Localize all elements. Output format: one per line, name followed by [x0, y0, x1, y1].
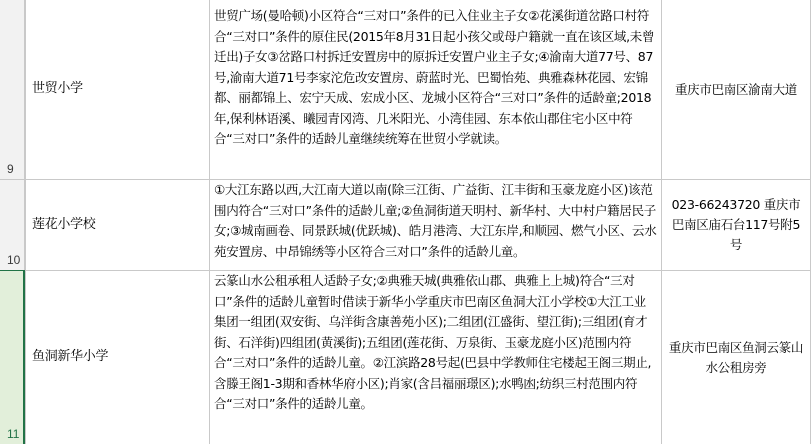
enrollment-area-cell[interactable]: ①大江东路以西,大江南大道以南(除三江街、广益街、江丰街和玉豪龙庭小区)该范围内符合“三对口”条件的适龄儿童;②鱼洞街道天明村、新华村、大中村户籍居民子女;③城南画卷、同景跃城(优跃城)、皓月港湾、大江东岸,和顺园、燃气小区、云水苑安置房、中昂锦绣等小区符合三对口”条件的适龄儿童。: [214, 182, 657, 259]
row-header-11[interactable]: [0, 271, 25, 444]
row-header-9[interactable]: [0, 0, 25, 179]
school-name-cell[interactable]: 世贸小学: [32, 81, 83, 97]
enrollment-area-cell[interactable]: 世贸广场(曼哈顿)小区符合“三对口”条件的已入住业主子女②花溪街道岔路口村符合“三对口”条件的原住民(2015年8月31日起小孩父或母户籍就一直在该区域,未曾迁出)子女③岔路口村拆迁安置房中的原拆迁安置户业主子女;④渝南大道77号、87号,渝南大道71号李家沱危改安置房、蔚蓝时光、巴蜀怡苑、典雅森林花园、宏锦都、丽都锦上、宏宁天成、宏成小区、龙城小区符合“三对口”条件的适龄童;2018年,保利林语溪、曦园青冈湾、几米阳光、小湾佳园、东本依山郡住宅小区中符合“三对口”条件的适龄儿童继续统筹在世贸小学就读。: [214, 8, 655, 146]
gridline-selected-row-top: [0, 270, 25, 271]
school-name-cell[interactable]: 鱼洞新华小学: [32, 349, 109, 365]
school-address-cell[interactable]: 023-66243720 重庆市巴南区庙石台117号附5号: [671, 197, 801, 252]
row-number-11: 11: [7, 427, 20, 441]
row-number-10: 10: [7, 253, 21, 267]
school-name-cell[interactable]: 莲花小学校: [32, 216, 96, 232]
row-number-9: 9: [7, 162, 14, 176]
enrollment-area-cell[interactable]: 云篆山水公租承租人适龄子女;②典雅天城(典雅依山郡、典雅上上城)符合“三对口”条件的适龄儿童暂时借读于新华小学重庆市巴南区鱼洞大江小学校①大江工业集团一组团(双安街、乌洋街含康善苑小区);二组团(江盛街、望江街);三组团(育才街、石洋街)四组团(黄溪街);五组团(莲花街、万泉街、玉豪龙庭小区)范围内符合“三对口”条件的适龄儿童。②江滨路28号起(巴县中学教师住宅楼起王阁三期止,含滕王阁1-3期和香林华府小区);肖家(含吕福丽璟区);水鸭凼;纺织三村范围内符合“三对口”条件的适龄儿童。: [214, 273, 652, 411]
row-header-10[interactable]: [0, 180, 25, 270]
school-address-cell[interactable]: 重庆市巴南区鱼洞云篆山水公租房旁: [668, 339, 804, 375]
school-address-cell[interactable]: 重庆市巴南区渝南大道: [674, 81, 797, 97]
